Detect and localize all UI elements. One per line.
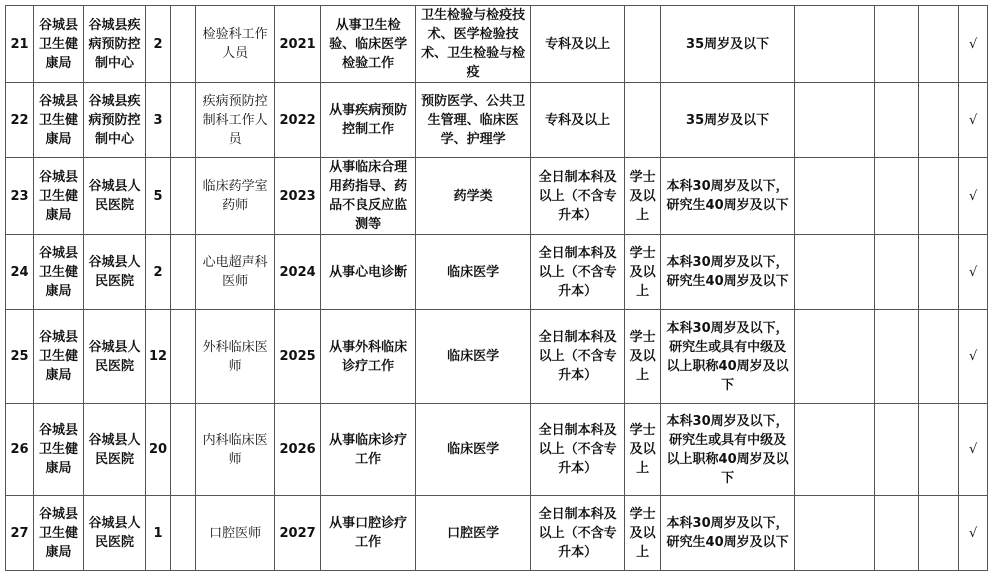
count-cell: 3 <box>146 83 171 158</box>
empty-cell <box>795 404 875 496</box>
major-cell: 预防医学、公共卫生管理、临床医学、护理学 <box>416 83 531 158</box>
code-cell: 2024 <box>275 235 321 310</box>
empty-cell <box>875 83 919 158</box>
code-cell: 2022 <box>275 83 321 158</box>
empty-cell <box>875 404 919 496</box>
unit-cell: 谷城县人民医院 <box>84 404 146 496</box>
unit-cell: 谷城县疾病预防控制中心 <box>84 6 146 83</box>
row-number: 21 <box>6 6 34 83</box>
age-cell: 35周岁及以下 <box>661 83 795 158</box>
empty-cell <box>919 158 959 235</box>
empty-cell <box>919 235 959 310</box>
empty-cell <box>171 83 196 158</box>
duty-cell: 从事卫生检验、临床医学检验工作 <box>321 6 416 83</box>
education-cell: 全日制本科及以上（不含专升本） <box>531 310 625 404</box>
check-mark-cell: √ <box>959 235 988 310</box>
department-cell: 谷城县卫生健康局 <box>34 83 84 158</box>
department-cell: 谷城县卫生健康局 <box>34 496 84 571</box>
major-cell: 药学类 <box>416 158 531 235</box>
check-mark-cell: √ <box>959 496 988 571</box>
unit-cell: 谷城县人民医院 <box>84 310 146 404</box>
check-mark-cell: √ <box>959 83 988 158</box>
degree-cell: 学士及以上 <box>625 404 661 496</box>
row-number: 25 <box>6 310 34 404</box>
code-cell: 2025 <box>275 310 321 404</box>
table-row <box>6 83 988 158</box>
duty-cell: 从事外科临床诊疗工作 <box>321 310 416 404</box>
empty-cell <box>919 310 959 404</box>
degree-cell: 学士及以上 <box>625 158 661 235</box>
empty-cell <box>875 496 919 571</box>
department-cell: 谷城县卫生健康局 <box>34 6 84 83</box>
recruitment-table-wrapper <box>5 5 988 571</box>
department-cell: 谷城县卫生健康局 <box>34 310 84 404</box>
education-cell: 全日制本科及以上（不含专升本） <box>531 235 625 310</box>
age-cell: 本科30周岁及以下，研究生40周岁及以下 <box>661 158 795 235</box>
age-cell: 本科30周岁及以下，研究生或具有中级及以上职称40周岁及以下 <box>661 404 795 496</box>
empty-cell <box>875 158 919 235</box>
age-cell: 本科30周岁及以下，研究生或具有中级及以上职称40周岁及以下 <box>661 310 795 404</box>
empty-cell <box>875 6 919 83</box>
duty-cell: 从事心电诊断 <box>321 235 416 310</box>
table-row <box>6 158 988 235</box>
empty-cell <box>919 404 959 496</box>
count-cell: 5 <box>146 158 171 235</box>
check-mark-cell: √ <box>959 6 988 83</box>
table-row <box>6 404 988 496</box>
education-cell: 全日制本科及以上（不含专升本） <box>531 404 625 496</box>
empty-cell <box>919 496 959 571</box>
count-cell: 12 <box>146 310 171 404</box>
major-cell: 临床医学 <box>416 310 531 404</box>
position-cell: 检验科工作人员 <box>196 6 275 83</box>
unit-cell: 谷城县疾病预防控制中心 <box>84 83 146 158</box>
empty-cell <box>795 83 875 158</box>
count-cell: 2 <box>146 6 171 83</box>
unit-cell: 谷城县人民医院 <box>84 158 146 235</box>
empty-cell <box>171 310 196 404</box>
education-cell: 专科及以上 <box>531 83 625 158</box>
table-row <box>6 6 988 83</box>
degree-cell: 学士及以上 <box>625 496 661 571</box>
position-cell: 心电超声科医师 <box>196 235 275 310</box>
unit-cell: 谷城县人民医院 <box>84 496 146 571</box>
count-cell: 2 <box>146 235 171 310</box>
age-cell: 本科30周岁及以下，研究生40周岁及以下 <box>661 235 795 310</box>
position-cell: 口腔医师 <box>196 496 275 571</box>
unit-cell: 谷城县人民医院 <box>84 235 146 310</box>
table-row <box>6 496 988 571</box>
education-cell: 专科及以上 <box>531 6 625 83</box>
row-number: 27 <box>6 496 34 571</box>
check-mark-cell: √ <box>959 310 988 404</box>
empty-cell <box>875 310 919 404</box>
duty-cell: 从事口腔诊疗工作 <box>321 496 416 571</box>
count-cell: 20 <box>146 404 171 496</box>
major-cell: 卫生检验与检疫技术、医学检验技术、卫生检验与检疫 <box>416 6 531 83</box>
degree-cell <box>625 6 661 83</box>
empty-cell <box>171 235 196 310</box>
empty-cell <box>171 158 196 235</box>
age-cell: 35周岁及以下 <box>661 6 795 83</box>
row-number: 22 <box>6 83 34 158</box>
education-cell: 全日制本科及以上（不含专升本） <box>531 158 625 235</box>
empty-cell <box>795 235 875 310</box>
education-cell: 全日制本科及以上（不含专升本） <box>531 496 625 571</box>
position-cell: 疾病预防控制科工作人员 <box>196 83 275 158</box>
check-mark-cell: √ <box>959 158 988 235</box>
table-row <box>6 310 988 404</box>
check-mark-cell: √ <box>959 404 988 496</box>
empty-cell <box>875 235 919 310</box>
table-row <box>6 235 988 310</box>
degree-cell: 学士及以上 <box>625 310 661 404</box>
degree-cell: 学士及以上 <box>625 235 661 310</box>
position-cell: 内科临床医师 <box>196 404 275 496</box>
code-cell: 2027 <box>275 496 321 571</box>
empty-cell <box>919 6 959 83</box>
empty-cell <box>919 83 959 158</box>
empty-cell <box>795 496 875 571</box>
count-cell: 1 <box>146 496 171 571</box>
age-cell: 本科30周岁及以下，研究生40周岁及以下 <box>661 496 795 571</box>
recruitment-table <box>5 5 988 571</box>
row-number: 23 <box>6 158 34 235</box>
empty-cell <box>795 158 875 235</box>
department-cell: 谷城县卫生健康局 <box>34 235 84 310</box>
degree-cell <box>625 83 661 158</box>
major-cell: 临床医学 <box>416 235 531 310</box>
code-cell: 2026 <box>275 404 321 496</box>
major-cell: 口腔医学 <box>416 496 531 571</box>
department-cell: 谷城县卫生健康局 <box>34 158 84 235</box>
position-cell: 外科临床医师 <box>196 310 275 404</box>
major-cell: 临床医学 <box>416 404 531 496</box>
empty-cell <box>171 496 196 571</box>
duty-cell: 从事临床诊疗工作 <box>321 404 416 496</box>
duty-cell: 从事临床合理用药指导、药品不良反应监测等 <box>321 158 416 235</box>
position-cell: 临床药学室药师 <box>196 158 275 235</box>
row-number: 24 <box>6 235 34 310</box>
empty-cell <box>171 6 196 83</box>
duty-cell: 从事疾病预防控制工作 <box>321 83 416 158</box>
empty-cell <box>795 310 875 404</box>
row-number: 26 <box>6 404 34 496</box>
code-cell: 2023 <box>275 158 321 235</box>
code-cell: 2021 <box>275 6 321 83</box>
empty-cell <box>795 6 875 83</box>
department-cell: 谷城县卫生健康局 <box>34 404 84 496</box>
empty-cell <box>171 404 196 496</box>
